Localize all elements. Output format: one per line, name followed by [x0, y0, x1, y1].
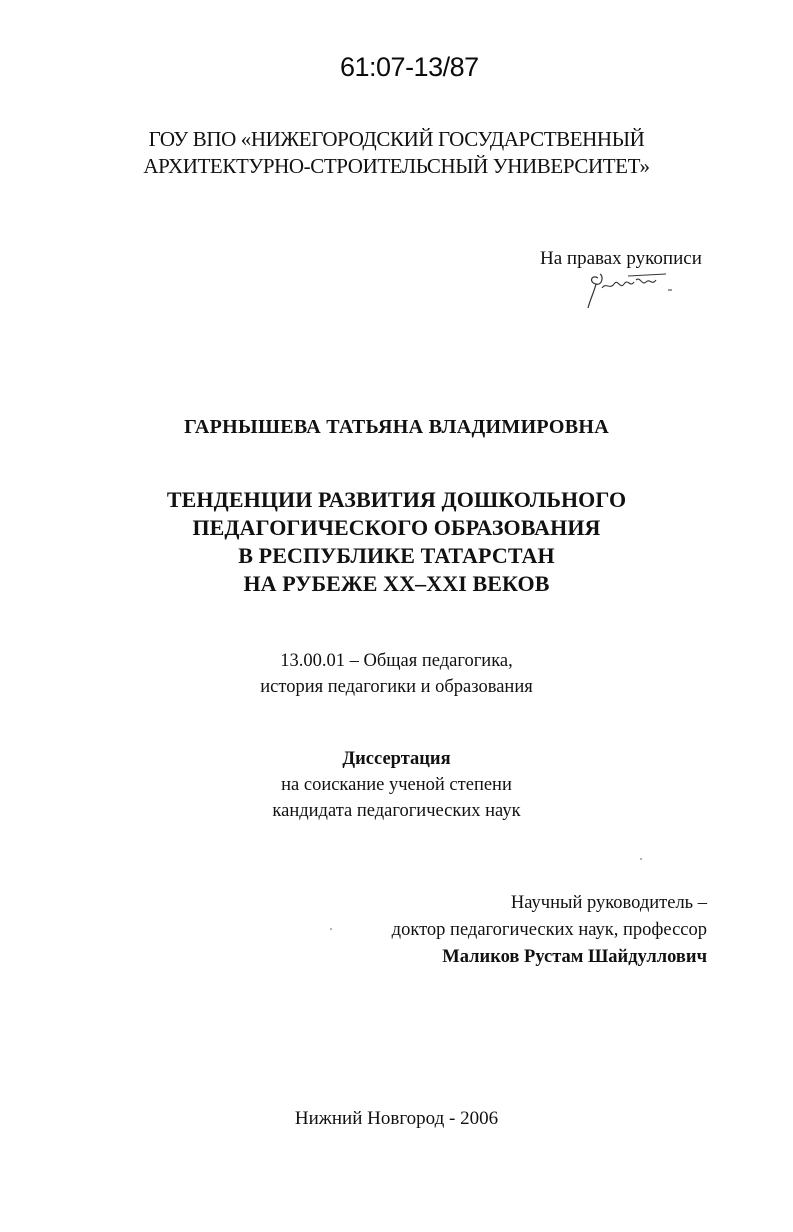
- supervisor-role: Научный руководитель –: [510, 893, 707, 913]
- institution-line-1: ГОУ ВПО «НИЖЕГОРОДСКИЙ ГОСУДАРСТВЕННЫЙ: [148, 127, 645, 151]
- author-name: ГАРНЫШЕВА ТАТЬЯНА ВЛАДИМИРОВНА: [184, 416, 609, 438]
- degree-line-2: кандидата педагогических наук: [272, 801, 521, 821]
- degree-statement: [0, 746, 793, 824]
- scan-speck: [330, 928, 332, 930]
- scan-speck: [640, 858, 642, 860]
- catalog-code: 61:07-13/87: [340, 52, 479, 82]
- city-year: Нижний Новгород - 2006: [294, 1108, 499, 1129]
- institution-line-2: АРХИТЕКТУРНО-СТРОИТЕЛЬСНЫЙ УНИВЕРСИТЕТ»: [143, 154, 650, 178]
- specialty-line-2: история педагогики и образования: [260, 677, 533, 697]
- supervisor-degree: доктор педагогических наук, профессор: [391, 920, 707, 940]
- title-line: НА РУБЕЖЕ XX–XXI ВЕКОВ: [243, 571, 550, 596]
- specialty-line-1: 13.00.01 – Общая педагогика,: [280, 651, 513, 671]
- dissertation-title: [0, 486, 793, 598]
- manuscript-rights-note: На правах рукописи: [540, 248, 702, 269]
- title-line: ТЕНДЕНЦИИ РАЗВИТИЯ ДОШКОЛЬНОГО: [166, 487, 627, 512]
- supervisor-name: Маликов Рустам Шайдуллович: [442, 947, 707, 967]
- degree-line-1: на соискание ученой степени: [281, 775, 512, 795]
- institution-name: [0, 126, 793, 180]
- title-line: ПЕДАГОГИЧЕСКОГО ОБРАЗОВАНИЯ: [192, 515, 601, 540]
- title-line: В РЕСПУБЛИКЕ ТАТАРСТАН: [238, 543, 555, 568]
- dissertation-heading: Диссертация: [342, 749, 451, 769]
- supervisor-block: [392, 890, 707, 971]
- signature-icon: [584, 268, 676, 312]
- specialty-code: [0, 648, 793, 700]
